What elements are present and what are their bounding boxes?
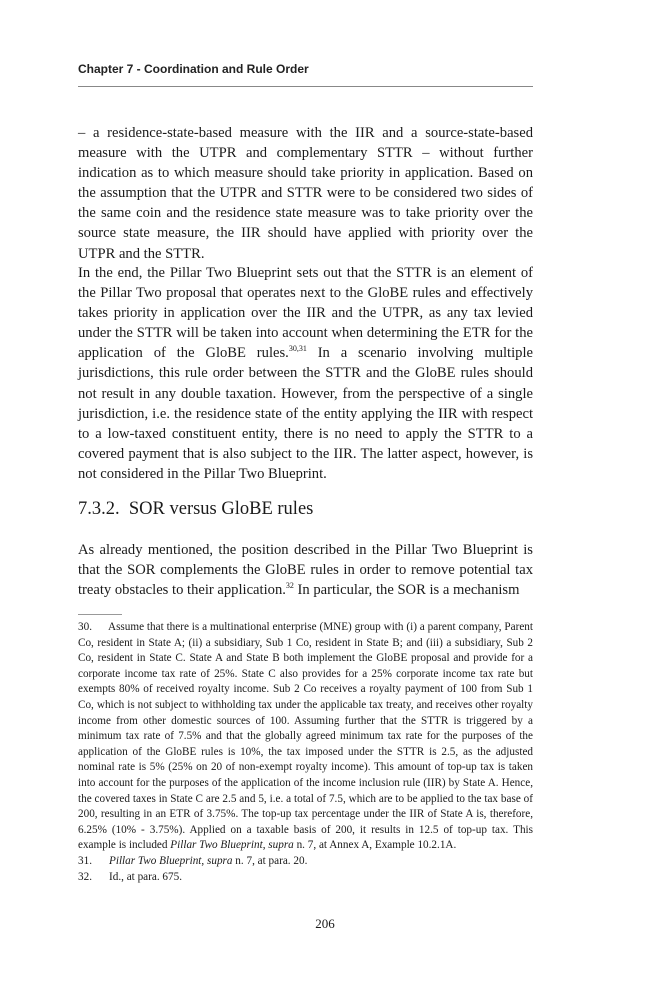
footnote-punct: , bbox=[262, 839, 269, 852]
footnotes bbox=[78, 620, 533, 885]
paragraph-text: In a scenario involving multiple jurisdictions, this rule order between the STTR and the GloBE rules should not result in any double taxation. However, from the perspective of a single jurisdiction, i.e. the residence state of the entity applying the IIR with respect to a low-taxed constituent entity, there is no need to apply the STTR to a covered payment that is also subject to the IIR. The latter aspect, however, is not considered in the Pillar Two Blueprint. bbox=[78, 345, 533, 482]
footnote-citation-rest: n. 7, at para. 20. bbox=[232, 854, 308, 867]
footnote-number: 32. bbox=[78, 870, 92, 883]
footnote-citation-title: Pillar Two Blueprint bbox=[109, 854, 202, 867]
footnote-citation-title: Pillar Two Blueprint bbox=[170, 839, 263, 852]
footnote-citation-rest: n. 7, at Annex A, Example 10.2.1A. bbox=[293, 839, 457, 852]
running-head: Chapter 7 - Coordination and Rule Order bbox=[78, 62, 309, 76]
paragraph-text: As already mentioned, the position described in the Pillar Two Blueprint is that the SOR complements the GloBE rules in order to remove potential tax treaty obstacles to their application. bbox=[78, 542, 533, 599]
body-paragraph-2 bbox=[78, 263, 533, 484]
footnote-separator bbox=[78, 614, 122, 615]
footnote-30 bbox=[78, 620, 533, 854]
footnote-text: Id., at para. 675. bbox=[109, 870, 183, 883]
footnote-ref-32[interactable]: 32 bbox=[285, 581, 294, 591]
footnote-number: 30. bbox=[78, 621, 92, 633]
footnote-text: Assume that there is a multinational enterprise (MNE) group with (i) a parent company, Parent Co, resident in State A; (ii) a subsidiary, Sub 1 Co, resident in State B; and (iii) a subsidiary, Sub 2 Co, resident in State C. State A and State B both implement the GloBE proposal and provide for a corporate income tax rate of 25%. State C also provides for a 25% corporate income tax rate but exempts 80% of received royalty income. Sub 2 Co receives a royalty payment of 100 from Sub 1 Co, which is not subject to withholding tax under the applicable tax treaty, and receives other royalty income from other domestic sources of 100. Assuming further that the STTR is triggered by a minimum tax rate of 7.5% and that the globally agreed minimum tax rate for the purposes of the application of the GloBE rules is 10%, the tax imposed under the STTR is 2.5, as the adjusted nominal rate is 5% (25% on 20 of non-exempt royalty income). This amount of top-up tax is taken into account for the purposes of the application of the income inclusion rule (IIR) by State A. Hence, the covered taxes in State C are 2.5 and 5, i.e. a total of 7.5, which are to be applied to the tax base of 200, resulting in an ETR of 3.75%. The top-up tax percentage under the IIR of State A is, therefore, 6.25% (10% - 3.75%). Applied on a taxable basis of 200, it results in 12.5 of top-up tax. This example is included bbox=[78, 621, 533, 852]
paragraph-text: In the end, the Pillar Two Blueprint sets out that the STTR is an element of the Pillar Two proposal that operates next to the GloBE rules and effectively takes priority in application over the IIR and the UTPR, as any tax levied under the STTR will be taken into account when determining the ETR for the application of the GloBE rules. bbox=[78, 265, 533, 362]
footnote-32 bbox=[78, 870, 533, 886]
footnote-citation-supra: supra bbox=[268, 839, 294, 852]
header-rule bbox=[78, 86, 533, 87]
section-title: SOR versus GloBE rules bbox=[128, 499, 314, 519]
footnote-punct: , bbox=[201, 854, 207, 867]
section-number: 7.3.2. bbox=[78, 499, 120, 519]
section-heading bbox=[78, 497, 533, 521]
page-number: 206 bbox=[315, 916, 335, 931]
footnote-citation-supra: supra bbox=[207, 854, 233, 867]
body-paragraph-1: – a residence-state-based measure with the IIR and a source-state-based measure with the UTPR and complementary STTR – without further indication as to which measure should take priority in application. Based on the assumption that the UTPR and STTR were to be considered two sides of the same coin and the residence state measure was to take priority over the source state measure, the IIR should have applied with priority over the UTPR and the STTR. bbox=[78, 125, 533, 262]
footnote-ref-30-31[interactable]: 30,31 bbox=[288, 344, 307, 354]
footnote-31 bbox=[78, 854, 533, 870]
footnote-number: 31. bbox=[78, 854, 92, 867]
paragraph-text: In particular, the SOR is a mechanism bbox=[293, 582, 520, 599]
body-paragraph-3 bbox=[78, 540, 533, 600]
